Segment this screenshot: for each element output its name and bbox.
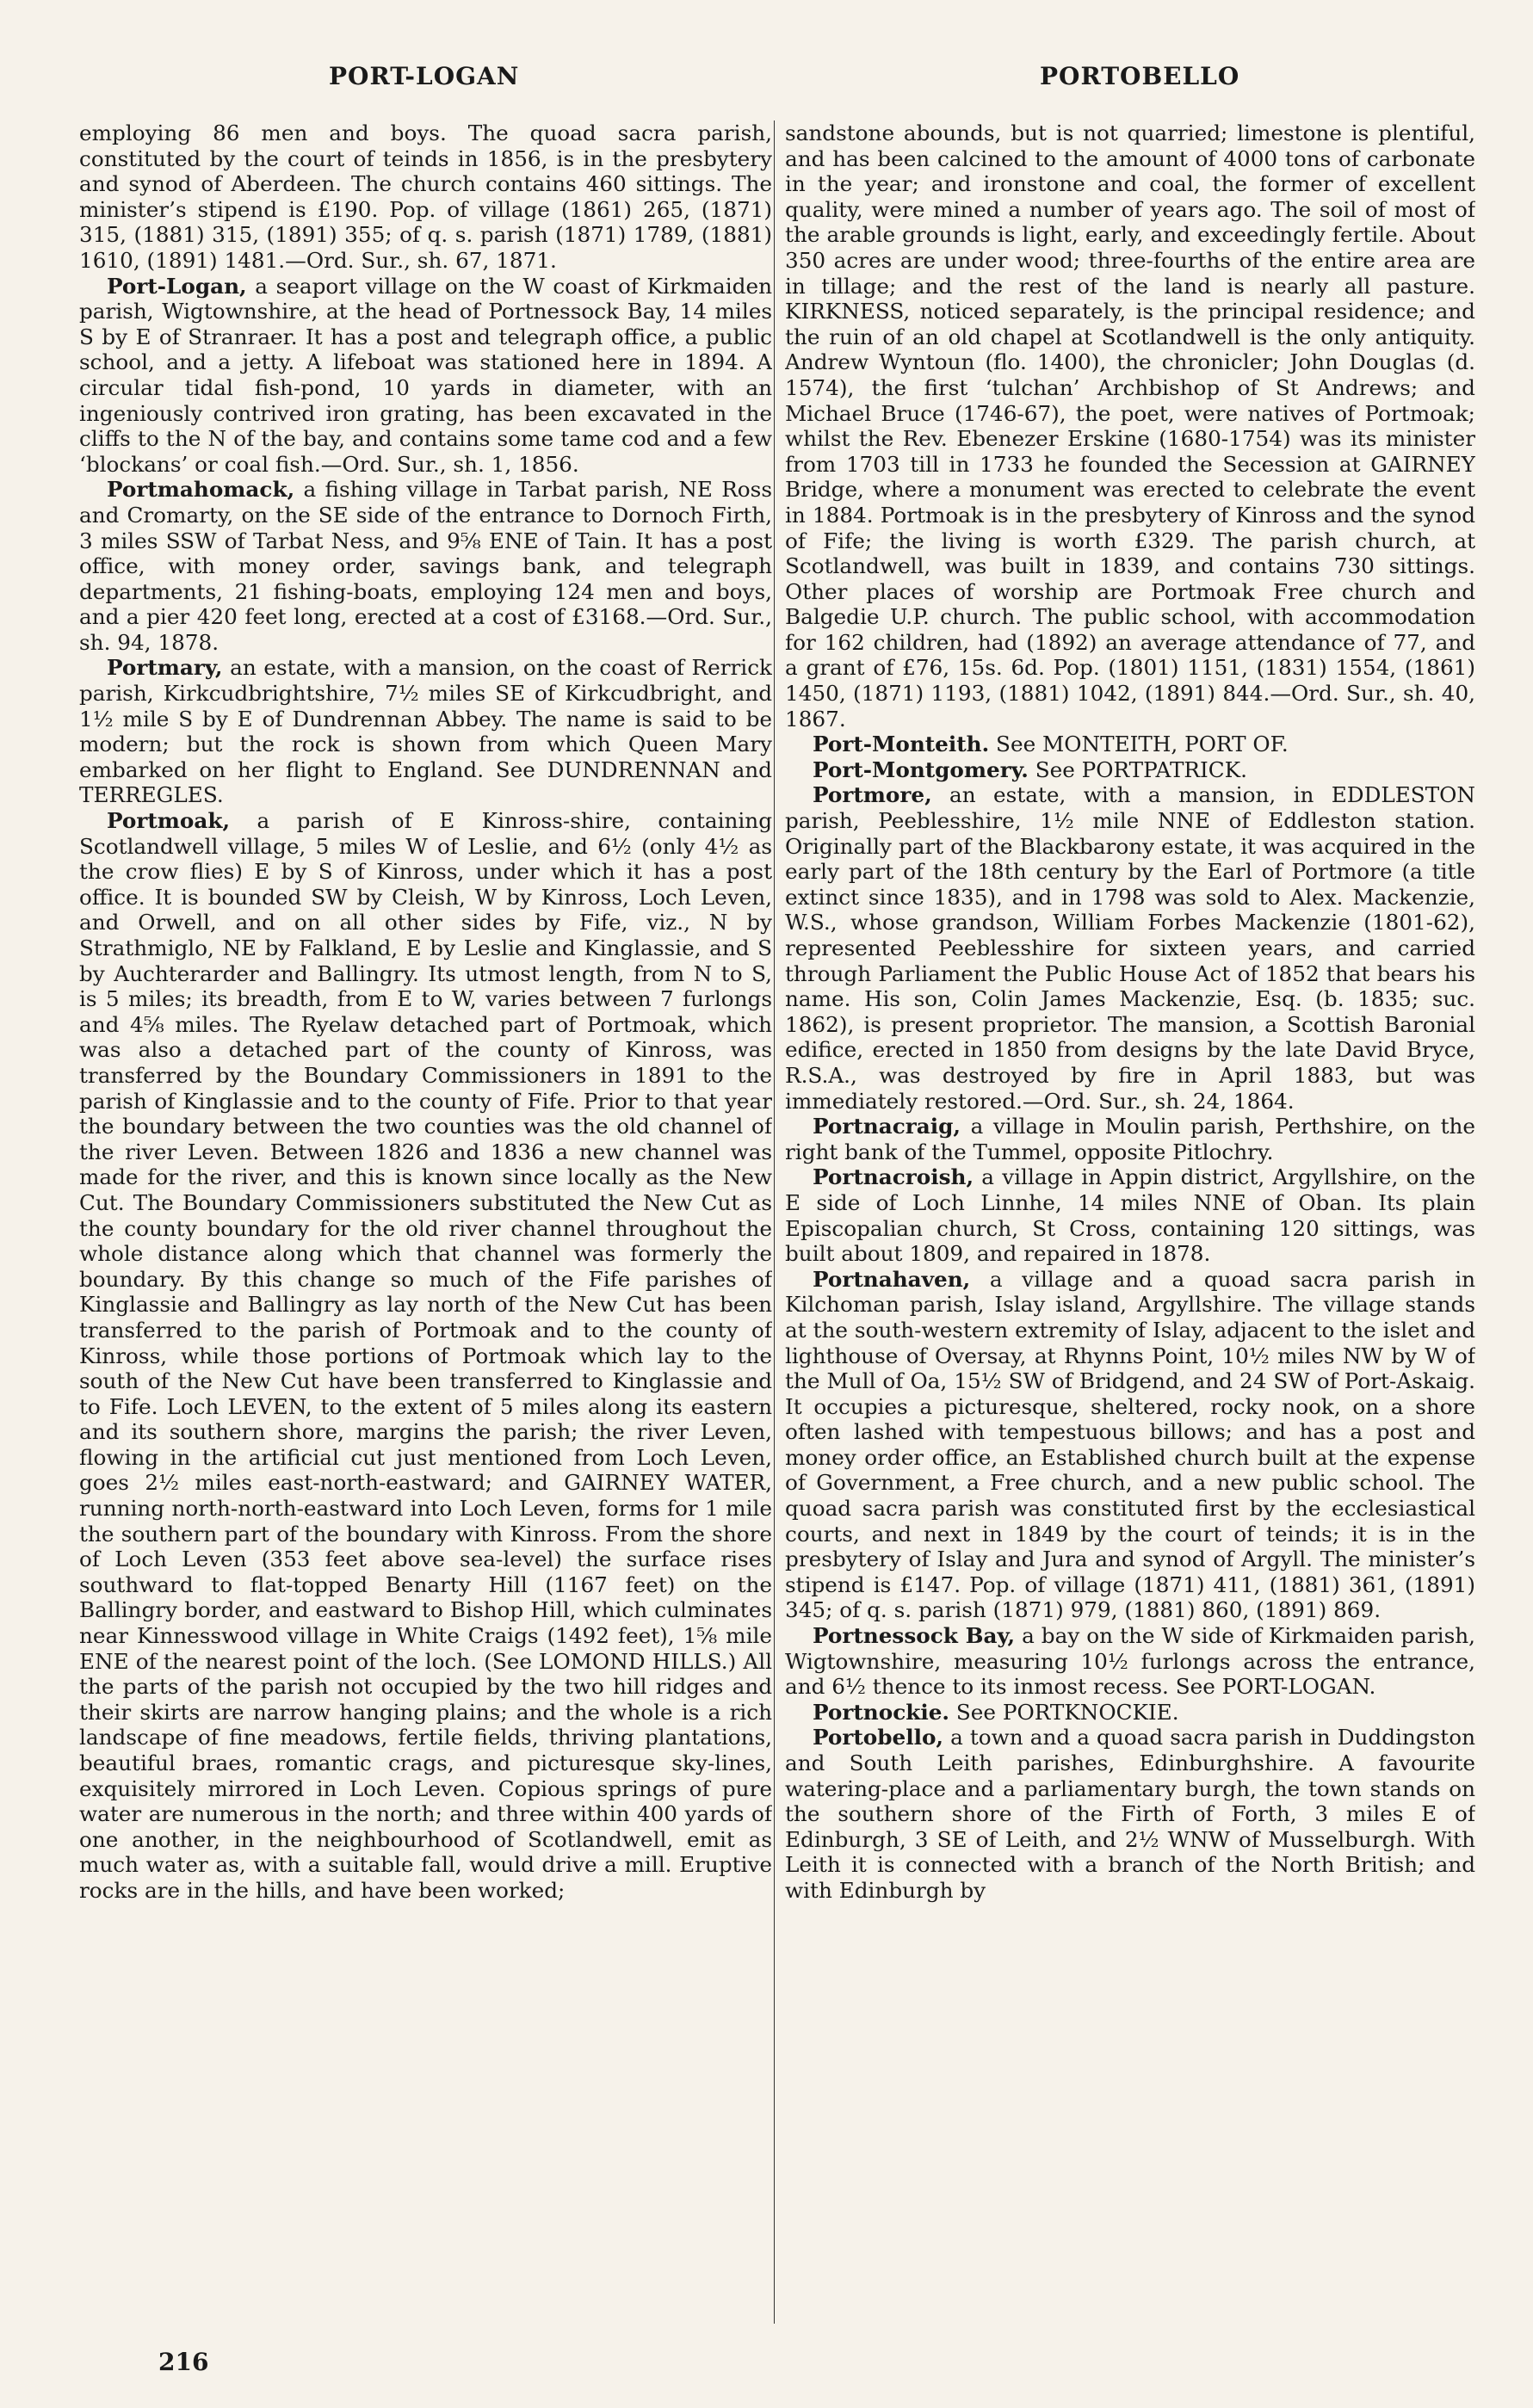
entry-headword: Portmoak,	[107, 808, 231, 834]
entry-text: a seaport village on the W coast of Kirkmaiden parish, Wigtownshire, at the head of Portnessock Bay, 14 miles S by E of Stranraer. It has a post and telegraph office, a public school, and a jetty. A lifeboat was stationed here in 1894. A circular tidal fish-pond, 10 yards in diameter, with an ingeniously contrived iron grating, has been excavated in the cliffs to the N of the bay, and contains some tame cod and a few ‘blockans’ or coal fish.—Ord. Sur., sh. 1, 1856.	[79, 273, 772, 477]
entry-headword: Portnacroish,	[813, 1164, 974, 1190]
entry-port-logan	[79, 274, 772, 478]
left-running-title: PORT-LOGAN	[329, 62, 520, 90]
entry-headword: Port-Logan,	[107, 273, 247, 299]
left-column	[79, 120, 772, 2306]
entry-headword: Portmary,	[107, 655, 223, 681]
entry-text: a village in Appin district, Argyllshire, on the E side of Loch Linnhe, 14 miles NNE of Oban. Its plain Episcopalian church, St Cross, containing 120 sittings, was built about 1809, and repaired in 1878.	[785, 1164, 1475, 1267]
entry-headword: Portnahaven,	[813, 1266, 971, 1292]
entry-portmore	[785, 782, 1475, 1114]
entry-text: See PORTPATRICK.	[1028, 756, 1247, 782]
entry-text: a village in Moulin parish, Perthshire, on the right bank of the Tummel, opposite Pitlochry.	[785, 1114, 1475, 1164]
entry-text: See PORTKNOCKIE.	[949, 1699, 1179, 1725]
entry-portmary	[79, 655, 772, 808]
entry-portmahomack	[79, 477, 772, 655]
page-number: 216	[158, 2348, 209, 2376]
entry-text: an estate, with a mansion, on the coast of Rerrick parish, Kirkcudbrightshire, 7½ miles SE of Kirkcudbright, and 1½ mile S by E of Dundrennan Abbey. The name is said to be modern; but the rock is shown from which Queen Mary embarked on her flight to England. See DUNDRENNAN and TERREGLES.	[79, 655, 772, 808]
entry-headword: Port-Monteith.	[813, 732, 990, 757]
entry-headword: Portnockie.	[813, 1699, 950, 1725]
continued-entry-text: sandstone abounds, but is not quarried; limestone is plentiful, and has been calcined to the amount of 4000 tons of carbonate in the year; and ironstone and coal, the former of excellent quality, were mined a number of years ago. The soil of most of the arable grounds is light, early, and exceedingly fertile. About 350 acres are under wood; three-fourths of the entire area are in tillage; and the rest of the land is nearly all pasture. KIRKNESS, noticed separately, is the principal residence; and the ruin of an old chapel at Scotlandwell is the only antiquity. Andrew Wyntoun (flo. 1400), the chronicler; John Douglas (d. 1574), the first ‘tulchan’ Archbishop of St Andrews; and Michael Bruce (1746-67), the poet, were natives of Portmoak; whilst the Rev. Ebenezer Erskine (1680-1754) was its minister from 1703 till in 1733 he founded the Secession at GAIRNEY Bridge, where a monument was erected to celebrate the event in 1884. Portmoak is in the presbytery of Kinross and the synod of Fife; the living is worth £329. The parish church, at Scotlandwell, was built in 1839, and contains 730 sittings. Other places of worship are Portmoak Free church and Balgedie U.P. church. The public school, with accommodation for 162 children, had (1892) an average attendance of 77, and a grant of £76, 15s. 6d. Pop. (1801) 1151, (1831) 1554, (1861) 1450, (1871) 1193, (1881) 1042, (1891) 844.—Ord. Sur., sh. 40, 1867.	[785, 120, 1475, 732]
entry-text: a town and a quoad sacra parish in Duddingston and South Leith parishes, Edinburghshire. A favourite watering-place and a parliamentary burgh, the town stands on the southern shore of the Firth of Forth, 3 miles E of Edinburgh, 3 SE of Leith, and 2½ WNW of Musselburgh. With Leith it is connected with a branch of the North British; and with Edinburgh by	[785, 1725, 1475, 1903]
entry-headword: Portmore,	[813, 782, 932, 808]
continued-entry-text: employing 86 men and boys. The quoad sacra parish, constituted by the court of teinds in 1856, is in the presbytery and synod of Aberdeen. The church contains 460 sittings. The minister’s stipend is £190. Pop. of village (1861) 265, (1871) 315, (1881) 315, (1891) 355; of q. s. parish (1871) 1789, (1881) 1610, (1891) 1481.—Ord. Sur., sh. 67, 1871.	[79, 120, 772, 273]
entry-port-monteith	[785, 732, 1475, 757]
entry-headword: Port-Montgomery.	[813, 756, 1029, 782]
running-header	[0, 62, 1533, 114]
entry-portmoak	[79, 808, 772, 1904]
entry-headword: Portnessock Bay,	[813, 1623, 1016, 1649]
right-running-title: PORTOBELLO	[1040, 62, 1240, 90]
entry-text: See MONTEITH, PORT OF.	[989, 732, 1289, 757]
entry-headword: Portnacraig,	[813, 1114, 961, 1139]
entry-portnacraig	[785, 1114, 1475, 1164]
entry-port-montgomery	[785, 757, 1475, 783]
entry-text: a fishing village in Tarbat parish, NE Ross and Cromarty, on the SE side of the entrance to Dornoch Firth, 3 miles SSW of Tarbat Ness, and 9⅝ ENE of Tain. It has a post office, with money order, savings bank, and telegraph departments, 21 fishing-boats, employing 124 men and boys, and a pier 420 feet long, erected at a cost of £3168.—Ord. Sur., sh. 94, 1878.	[79, 477, 772, 655]
entry-portnessock-bay	[785, 1623, 1475, 1700]
entry-headword: Portmahomack,	[107, 477, 295, 503]
entry-text: a parish of E Kinross-shire, containing Scotlandwell village, 5 miles W of Leslie, and 6½ (only 4½ as the crow flies) E by S of Kinross, under which it has a post office. It is bounded SW by Cleish, W by Kinross, Loch Leven, and Orwell, and on all other sides by Fife, viz., N by Strathmiglo, NE by Falkland, E by Leslie and Kinglassie, and S by Auchterarder and Ballingry. Its utmost length, from N to S, is 5 miles; its breadth, from E to W, varies between 7 furlongs and 4⅝ miles. The Ryelaw detached part of Portmoak, which was also a detached part of the county of Kinross, was transferred by the Boundary Commissioners in 1891 to the parish of Kinglassie and to the county of Fife. Prior to that year the boundary between the two counties was the old channel of the river Leven. Between 1826 and 1836 a new channel was made for the river, and this is known since locally as the New Cut. The Boundary Commissioners substituted the New Cut as the county boundary for the old river channel throughout the whole distance along which that channel was formerly the boundary. By this change so much of the Fife parishes of Kinglassie and Ballingry as lay north of the New Cut has been transferred to the parish of Portmoak and to the county of Kinross, while those portions of Portmoak which lay to the south of the New Cut have been transferred to Kinglassie and to Fife. Loch LEVEN, to the extent of 5 miles along its eastern and its southern shore, margins the parish; the river Leven, flowing in the artificial cut just mentioned from Loch Leven, goes 2½ miles east-north-eastward; and GAIRNEY WATER, running north-north-eastward into Loch Leven, forms for 1 mile the southern part of the boundary with Kinross. From the shore of Loch Leven (353 feet above sea-level) the surface rises southward to flat-topped Benarty Hill (1167 feet) on the Ballingry border, and eastward to Bishop Hill, which culminates near Kinnesswood village in White Craigs (1492 feet), 1⅝ mile ENE of the nearest point of the loch. (See LOMOND HILLS.) All the parts of the parish not occupied by the two hill ridges and their skirts are narrow hanging plains; and the whole is a rich landscape of fine meadows, fertile fields, thriving plantations, beautiful braes, romantic crags, and picturesque sky-lines, exquisitely mirrored in Loch Leven. Copious springs of pure water are numerous in the north; and three within 400 yards of one another, in the neighbourhood of Scotlandwell, emit as much water as, with a suitable fall, would drive a mill. Eruptive rocks are in the hills, and have been worked;	[79, 808, 772, 1903]
column-divider	[774, 120, 775, 2324]
entry-headword: Portobello,	[813, 1725, 944, 1750]
entry-portnahaven	[785, 1267, 1475, 1623]
entry-text: a bay on the W side of Kirkmaiden parish, Wigtownshire, measuring 10½ furlongs across the entrance, and 6½ thence to its inmost recess. See PORT-LOGAN.	[785, 1623, 1475, 1700]
entry-text: a village and a quoad sacra parish in Kilchoman parish, Islay island, Argyllshire. The village stands at the south-western extremity of Islay, adjacent to the islet and lighthouse of Oversay, at Rhynns Point, 10½ miles NW by W of the Mull of Oa, 15½ SW of Bridgend, and 24 SW of Port-Askaig. It occupies a picturesque, sheltered, rocky nook, on a shore often lashed with tempestuous billows; and has a post and money order office, an Established church built at the expense of Government, a Free church, and a new public school. The quoad sacra parish was constituted first by the ecclesiastical courts, and next in 1849 by the court of teinds; it is in the presbytery of Islay and Jura and synod of Argyll. The minister’s stipend is £147. Pop. of village (1871) 411, (1881) 361, (1891) 345; of q. s. parish (1871) 979, (1881) 860, (1891) 869.	[785, 1266, 1475, 1623]
entry-portnockie	[785, 1700, 1475, 1726]
right-column	[785, 120, 1475, 2306]
entry-portobello	[785, 1725, 1475, 1903]
entry-portnacroish	[785, 1164, 1475, 1266]
entry-text: an estate, with a mansion, in EDDLESTON parish, Peeblesshire, 1½ mile NNE of Eddleston station. Originally part of the Blackbarony estate, it was acquired in the early part of the 18th century by the Earl of Portmore (a title extinct since 1835), and in 1798 was sold to Alex. Mackenzie, W.S., whose grandson, William Forbes Mackenzie (1801-62), represented Peeblesshire for sixteen years, and carried through Parliament the Public House Act of 1852 that bears his name. His son, Colin James Mackenzie, Esq. (b. 1835; suc. 1862), is present proprietor. The mansion, a Scottish Baronial edifice, erected in 1850 from designs by the late David Bryce, R.S.A., was destroyed by fire in April 1883, but was immediately restored.—Ord. Sur., sh. 24, 1864.	[785, 782, 1475, 1114]
